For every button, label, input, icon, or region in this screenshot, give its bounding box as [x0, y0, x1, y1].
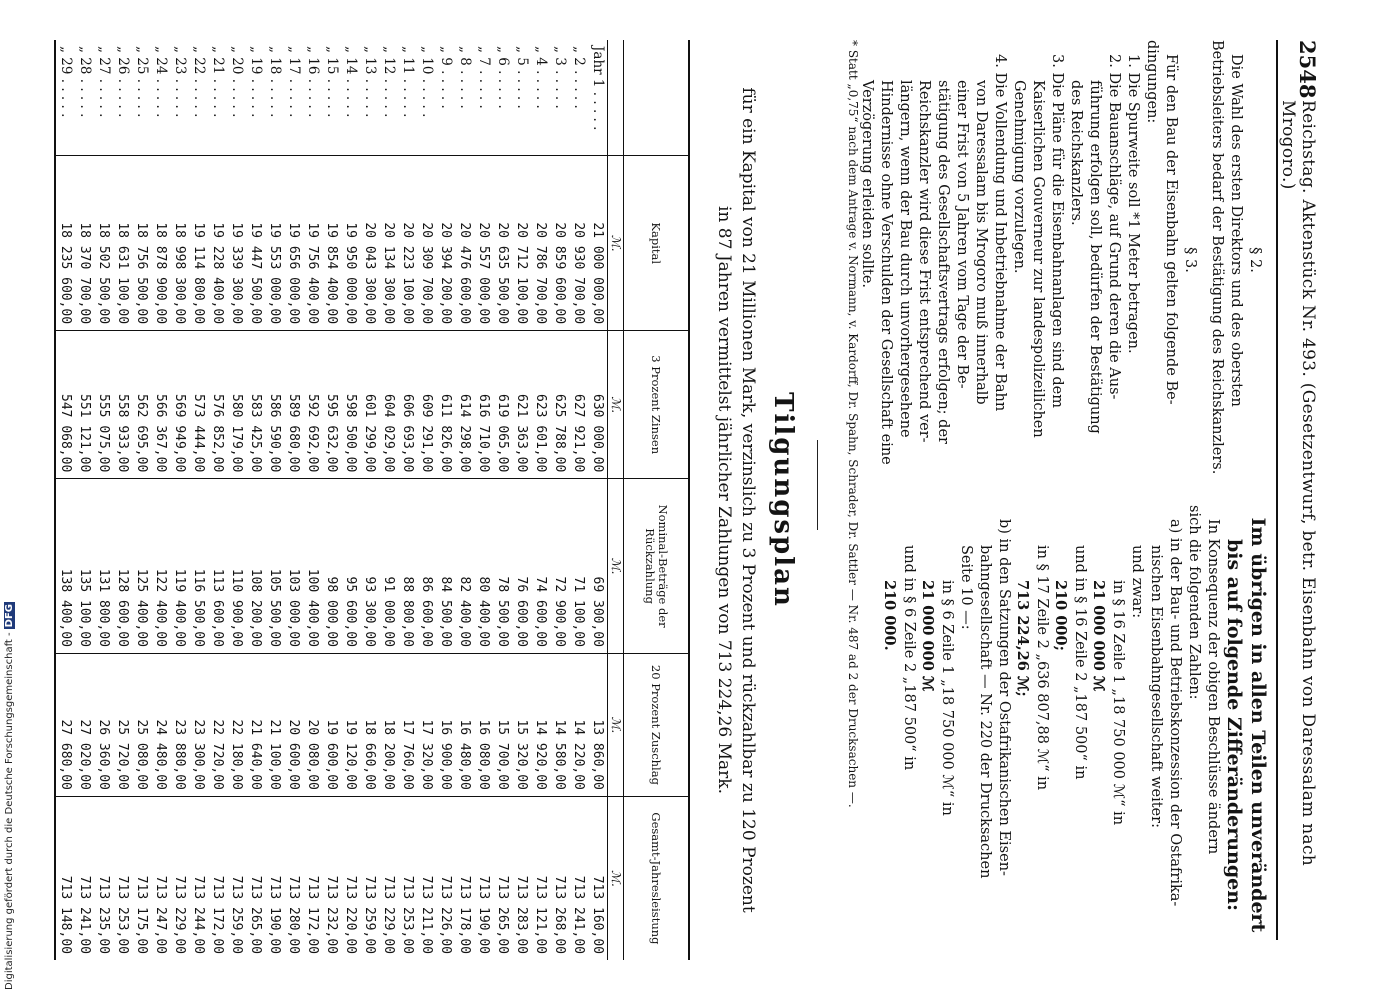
- kapital-cell: 18 631 100,00: [113, 156, 132, 331]
- year-cell: „ 6 . . . . .: [495, 46, 511, 109]
- table-row: [246, 40, 265, 960]
- gesamt-cell: 713 229,00: [379, 796, 398, 960]
- amendment-heading: bis auf folgende Zifferänderungen:: [1223, 538, 1245, 912]
- kapital-cell: 21 000 000,00: [588, 156, 608, 331]
- zuschlag-cell: 15 320,00: [512, 653, 531, 796]
- kapital-cell: 18 756 500,00: [132, 156, 151, 331]
- zinsen-cell: 630 000,00: [588, 331, 608, 479]
- year-cell: „ 19 . . . . .: [248, 46, 264, 118]
- gesamt-cell: 713 259,00: [227, 796, 246, 960]
- table-row: [493, 40, 512, 960]
- section-3-intro: dingungen:: [1144, 40, 1160, 124]
- table-row: [455, 40, 474, 960]
- funding-note: Digitalisierung gefördert durch die Deutsche Forschungsgemeinschaft -DFG: [4, 604, 15, 990]
- column-header-zinsen: 3 Prozent Zinsen: [624, 331, 690, 479]
- rueckzahlung-cell: 69 300,00: [588, 479, 608, 654]
- year-cell: „ 7 . . . . .: [476, 46, 492, 109]
- section-3-intro: Für den Bau der Eisenbahn gelten folgende Be-: [1163, 54, 1179, 405]
- condition-3: Kaiserlichen Gouverneur zur landespolizeilichen: [1030, 80, 1046, 438]
- gesamt-cell: 713 175,00: [132, 796, 151, 960]
- amendment-a: und in § 16 Zeile 2 „187 500“ in: [1072, 545, 1088, 780]
- table-unit-row: [608, 40, 624, 960]
- amendment-a: und zwar:: [1129, 545, 1145, 619]
- kapital-cell: 19 756 400,00: [303, 156, 322, 331]
- kapital-cell: 20 712 100,00: [512, 156, 531, 331]
- amendment-a: in § 17 Zeile 2 „636 807,88 ℳ“ in: [1034, 545, 1050, 791]
- table-row: [588, 40, 608, 960]
- rueckzahlung-cell: 128 600,00: [113, 479, 132, 654]
- rueckzahlung-cell: 91 000,00: [379, 479, 398, 654]
- rueckzahlung-cell: 98 000,00: [322, 479, 341, 654]
- zinsen-cell: 619 065,00: [493, 331, 512, 479]
- amendment-a-value: 713 224,26 ℳ;: [1014, 580, 1031, 697]
- year-cell: „ 21 . . . . .: [210, 46, 226, 118]
- zinsen-cell: 569 949,00: [170, 331, 189, 479]
- gesamt-cell: 713 232,00: [322, 796, 341, 960]
- zinsen-cell: 555 075,00: [94, 331, 113, 479]
- zinsen-cell: 604 029,00: [379, 331, 398, 479]
- rueckzahlung-cell: 110 900,00: [227, 479, 246, 654]
- condition-4: von Daressalam bis Mrogoro muß innerhalb: [973, 80, 989, 405]
- amendment-heading: Im übrigen in allen Teilen unverändert: [1247, 517, 1269, 933]
- zuschlag-cell: 27 020,00: [75, 653, 94, 796]
- condition-1: 1. Die Spurweite soll *1 Meter betragen.: [1125, 54, 1141, 354]
- kapital-cell: 19 447 500,00: [246, 156, 265, 331]
- condition-3: 3. Die Pläne für die Eisenbahnanlagen sind dem: [1049, 54, 1065, 409]
- gesamt-cell: 713 241,00: [75, 796, 94, 960]
- gesamt-cell: 713 226,00: [436, 796, 455, 960]
- page-number: 2548: [1295, 40, 1320, 99]
- kapital-cell: 20 476 600,00: [455, 156, 474, 331]
- rueckzahlung-cell: 72 900,00: [550, 479, 569, 654]
- year-cell: „ 5 . . . . .: [514, 46, 530, 109]
- kapital-cell: 19 656 000,00: [284, 156, 303, 331]
- zinsen-cell: 589 680,00: [284, 331, 303, 479]
- rueckzahlung-cell: 105 500,00: [265, 479, 284, 654]
- subtitle-line: für ein Kapital von 21 Millionen Mark, verzinslich zu 3 Prozent und rückzahlbar zu 120 Prozent: [738, 87, 758, 913]
- condition-3: Genehmigung vorzulegen.: [1011, 80, 1027, 274]
- table-row: [550, 40, 569, 960]
- zuschlag-cell: 19 120,00: [341, 653, 360, 796]
- kapital-cell: 18 235 600,00: [55, 156, 75, 331]
- year-cell: „ 3 . . . . .: [552, 46, 568, 109]
- gesamt-cell: 713 280,00: [284, 796, 303, 960]
- right-column: [880, 505, 1270, 945]
- kapital-cell: 19 553 000,00: [265, 156, 284, 331]
- year-cell: „ 24 . . . . .: [153, 46, 169, 118]
- column-header-year: [624, 40, 690, 156]
- gesamt-cell: 713 241,00: [569, 796, 588, 960]
- rueckzahlung-cell: 93 300,00: [360, 479, 379, 654]
- zinsen-cell: 576 852,00: [208, 331, 227, 479]
- gesamt-cell: 713 229,00: [170, 796, 189, 960]
- divider: [817, 440, 818, 530]
- table-row: [75, 40, 94, 960]
- rueckzahlung-cell: 131 800,00: [94, 479, 113, 654]
- condition-4: längern, wenn der Bau durch unvorhergesehene: [897, 80, 913, 438]
- kapital-cell: 18 370 700,00: [75, 156, 94, 331]
- gesamt-cell: 713 253,00: [398, 796, 417, 960]
- zuschlag-cell: 26 360,00: [94, 653, 113, 796]
- zuschlag-cell: 16 900,00: [436, 653, 455, 796]
- zuschlag-cell: 19 600,00: [322, 653, 341, 796]
- column-header-zuschlag: 20 Prozent Zuschlag: [624, 653, 690, 796]
- zuschlag-cell: 14 920,00: [531, 653, 550, 796]
- kapital-cell: 20 557 000,00: [474, 156, 493, 331]
- section-2-text: Betriebsleiters bedarf der Bestätigung des Reichskanzlers.: [1209, 40, 1225, 475]
- rueckzahlung-cell: 125 400,00: [132, 479, 151, 654]
- gesamt-cell: 713 253,00: [113, 796, 132, 960]
- kapital-cell: 20 786 700,00: [531, 156, 550, 331]
- tilgungsplan-subtitle: [712, 50, 760, 950]
- zuschlag-cell: 25 720,00: [113, 653, 132, 796]
- zuschlag-cell: 21 100,00: [265, 653, 284, 796]
- rueckzahlung-cell: 76 600,00: [512, 479, 531, 654]
- table-row: [132, 40, 151, 960]
- zuschlag-cell: 14 220,00: [569, 653, 588, 796]
- gesamt-cell: 713 178,00: [455, 796, 474, 960]
- gesamt-cell: 713 190,00: [474, 796, 493, 960]
- footnote: * Statt „0,75“ nach dem Antrage v. Normann, v. Kardorff, Dr. Spahn, Schrader, Dr. Sattler — Nr. 487 ad 2 der Drucksachen —.: [846, 40, 860, 808]
- unit-label: ℳ.: [608, 653, 624, 796]
- subtitle-line: in 87 Jahren vermittelst jährlicher Zahlungen von 713 224,26 Mark.: [714, 206, 734, 794]
- kapital-cell: 20 394 200,00: [436, 156, 455, 331]
- zinsen-cell: 625 788,00: [550, 331, 569, 479]
- gesamt-cell: 713 268,00: [550, 796, 569, 960]
- kapital-cell: 18 502 500,00: [94, 156, 113, 331]
- condition-4: stätigung des Gesellschaftsvertrags erfolgen; der: [935, 80, 951, 444]
- year-cell: „ 20 . . . . .: [229, 46, 245, 118]
- year-cell: „ 12 . . . . .: [381, 46, 397, 118]
- table-body: [55, 40, 608, 960]
- dfg-logo: DFG: [4, 604, 15, 628]
- zinsen-cell: 551 121,00: [75, 331, 94, 479]
- rueckzahlung-cell: 108 200,00: [246, 479, 265, 654]
- kapital-cell: 19 114 800,00: [189, 156, 208, 331]
- zinsen-cell: 606 693,00: [398, 331, 417, 479]
- rueckzahlung-cell: 82 400,00: [455, 479, 474, 654]
- condition-2: des Reichskanzlers.: [1068, 80, 1084, 226]
- table-row: [569, 40, 588, 960]
- section-3-heading: § 3.: [1182, 247, 1198, 273]
- rueckzahlung-cell: 103 000,00: [284, 479, 303, 654]
- page-title: Reichstag. Aktenstück Nr. 493. (Gesetzentwurf, betr. Eisenbahn von Daressalam nach Mrogoro.): [1278, 100, 1318, 867]
- rueckzahlung-cell: 113 600,00: [208, 479, 227, 654]
- year-cell: „ 16 . . . . .: [305, 46, 321, 118]
- table-row: [322, 40, 341, 960]
- amendment-a: nischen Eisenbahngesellschaft weiter:: [1148, 545, 1164, 828]
- gesamt-cell: 713 172,00: [208, 796, 227, 960]
- amendment-b-value: 210 000.: [881, 580, 898, 651]
- tilgungsplan-title: Tilgungsplan: [768, 392, 798, 608]
- gesamt-cell: 713 265,00: [493, 796, 512, 960]
- gesamt-cell: 713 244,00: [189, 796, 208, 960]
- zuschlag-cell: 23 300,00: [189, 653, 208, 796]
- zinsen-cell: 580 179,00: [227, 331, 246, 479]
- kapital-cell: 18 998 300,00: [170, 156, 189, 331]
- table-row: [512, 40, 531, 960]
- condition-4: einer Frist von 5 Jahren vom Tage der Be-: [954, 80, 970, 389]
- kapital-cell: 18 878 900,00: [151, 156, 170, 331]
- page-header: [1276, 40, 1330, 940]
- year-cell: „ 10 . . . . .: [419, 46, 435, 118]
- gesamt-cell: 713 160,00: [588, 796, 608, 960]
- table-header-row: [624, 40, 690, 960]
- section-2-text: Die Wahl des ersten Direktors und des obersten: [1228, 54, 1244, 407]
- rueckzahlung-cell: 100 400,00: [303, 479, 322, 654]
- zuschlag-cell: 20 080,00: [303, 653, 322, 796]
- table-row: [284, 40, 303, 960]
- rueckzahlung-cell: 80 400,00: [474, 479, 493, 654]
- zinsen-cell: 611 826,00: [436, 331, 455, 479]
- condition-4: 4. Die Vollendung und Inbetriebnahme der Bahn: [992, 54, 1008, 412]
- zuschlag-cell: 16 080,00: [474, 653, 493, 796]
- unit-label: ℳ.: [608, 796, 624, 960]
- kapital-cell: 20 309 700,00: [417, 156, 436, 331]
- kapital-cell: 20 930 700,00: [569, 156, 588, 331]
- table-row: [360, 40, 379, 960]
- rueckzahlung-cell: 86 600,00: [417, 479, 436, 654]
- kapital-cell: 19 228 400,00: [208, 156, 227, 331]
- amendment-b: Seite 10 —:: [958, 545, 974, 630]
- year-cell: „ 8 . . . . .: [457, 46, 473, 109]
- year-cell: „ 22 . . . . .: [191, 46, 207, 118]
- zuschlag-cell: 22 180,00: [227, 653, 246, 796]
- kapital-cell: 20 043 300,00: [360, 156, 379, 331]
- rueckzahlung-cell: 135 100,00: [75, 479, 94, 654]
- rueckzahlung-cell: 78 500,00: [493, 479, 512, 654]
- year-cell: „ 4 . . . . .: [533, 46, 549, 109]
- zinsen-cell: 583 425,00: [246, 331, 265, 479]
- amendment-b: bahngesellschaft — Nr. 220 der Drucksachen: [977, 545, 993, 879]
- amendment-b-value: 21 000 000 ℳ: [919, 580, 936, 692]
- amendment-b: und in § 6 Zeile 2 „187 500“ in: [901, 545, 917, 771]
- zinsen-cell: 621 363,00: [512, 331, 531, 479]
- table-row: [55, 40, 75, 960]
- zinsen-cell: 586 590,00: [265, 331, 284, 479]
- year-cell: „ 2 . . . . .: [571, 46, 587, 109]
- unit-label: ℳ.: [608, 331, 624, 479]
- amendment-a: in § 16 Zeile 1 „18 750 000 ℳ“ in: [1110, 580, 1126, 826]
- rueckzahlung-cell: 122 400,00: [151, 479, 170, 654]
- rueckzahlung-cell: 74 600,00: [531, 479, 550, 654]
- zuschlag-cell: 17 320,00: [417, 653, 436, 796]
- table-row: [474, 40, 493, 960]
- table-row: [341, 40, 360, 960]
- table-row: [531, 40, 550, 960]
- kapital-cell: 20 134 300,00: [379, 156, 398, 331]
- unit-label: ℳ.: [608, 156, 624, 331]
- year-cell: „ 23 . . . . .: [172, 46, 188, 118]
- table-row: [398, 40, 417, 960]
- zinsen-cell: 614 298,00: [455, 331, 474, 479]
- gesamt-cell: 713 190,00: [265, 796, 284, 960]
- zinsen-cell: 616 710,00: [474, 331, 493, 479]
- amendment-a: a) in der Bau- und Betriebskonzession der Ostafrika-: [1167, 519, 1183, 907]
- zuschlag-cell: 21 640,00: [246, 653, 265, 796]
- zuschlag-cell: 18 200,00: [379, 653, 398, 796]
- rueckzahlung-cell: 88 800,00: [398, 479, 417, 654]
- zinsen-cell: 562 695,00: [132, 331, 151, 479]
- zinsen-cell: 627 921,00: [569, 331, 588, 479]
- kapital-cell: 20 223 100,00: [398, 156, 417, 331]
- section-2-heading: § 2.: [1247, 247, 1263, 273]
- gesamt-cell: 713 211,00: [417, 796, 436, 960]
- zinsen-cell: 547 068,00: [55, 331, 75, 479]
- column-header-kapital: Kapital: [624, 156, 690, 331]
- kapital-cell: 19 950 000,00: [341, 156, 360, 331]
- column-header-rueckzahlung: Nominal-Beträge der Rückzahlung: [624, 479, 690, 654]
- year-cell: „ 9 . . . . .: [438, 46, 454, 109]
- zuschlag-cell: 13 860,00: [588, 653, 608, 796]
- zinsen-cell: 558 933,00: [113, 331, 132, 479]
- kapital-cell: 20 859 600,00: [550, 156, 569, 331]
- table-row: [417, 40, 436, 960]
- rueckzahlung-cell: 71 100,00: [569, 479, 588, 654]
- zuschlag-cell: 15 700,00: [493, 653, 512, 796]
- gesamt-cell: 713 265,00: [246, 796, 265, 960]
- zuschlag-cell: 20 600,00: [284, 653, 303, 796]
- table-row: [94, 40, 113, 960]
- year-cell: „ 17 . . . . .: [286, 46, 302, 118]
- rueckzahlung-cell: 84 500,00: [436, 479, 455, 654]
- condition-4: Verzögerung erleiden sollte.: [859, 80, 875, 289]
- gesamt-cell: 713 121,00: [531, 796, 550, 960]
- condition-2: 2. Die Bauanschläge, auf Grund deren die Aus-: [1106, 54, 1122, 400]
- year-cell: Jahr 1 . . . . .: [590, 46, 606, 131]
- year-cell: „ 14 . . . . .: [343, 46, 359, 118]
- year-cell: „ 15 . . . . .: [324, 46, 340, 118]
- zinsen-cell: 566 367,00: [151, 331, 170, 479]
- zuschlag-cell: 16 480,00: [455, 653, 474, 796]
- zuschlag-cell: 27 680,00: [55, 653, 75, 796]
- year-cell: „ 29 . . . . .: [55, 40, 75, 156]
- amendment-text: sich die folgenden Zahlen:: [1186, 505, 1202, 700]
- table-row: [113, 40, 132, 960]
- rueckzahlung-cell: 119 400,00: [170, 479, 189, 654]
- gesamt-cell: 713 148,00: [55, 796, 75, 960]
- amendment-a-value: 210 000;: [1052, 580, 1069, 651]
- rueckzahlung-cell: 138 400,00: [55, 479, 75, 654]
- zuschlag-cell: 25 080,00: [132, 653, 151, 796]
- year-cell: „ 13 . . . . .: [362, 46, 378, 118]
- table-row: [208, 40, 227, 960]
- gesamt-cell: 713 247,00: [151, 796, 170, 960]
- table-row: [189, 40, 208, 960]
- amendment-text: In Konsequenz der obigen Beschlüsse ändern: [1205, 519, 1221, 855]
- amendment-b: b) in den Satzungen der Ostafrikanischen Eisen-: [996, 519, 1012, 876]
- column-header-gesamt: Gesamt-Jahresleistung: [624, 796, 690, 960]
- kapital-cell: 19 339 300,00: [227, 156, 246, 331]
- table-row: [379, 40, 398, 960]
- table-row: [436, 40, 455, 960]
- zuschlag-cell: 23 880,00: [170, 653, 189, 796]
- gesamt-cell: 713 283,00: [512, 796, 531, 960]
- condition-2: führung erfolgen soll, bedürfen der Bestätigung: [1087, 80, 1103, 434]
- zuschlag-cell: 24 480,00: [151, 653, 170, 796]
- year-cell: „ 28 . . . . .: [77, 46, 93, 118]
- year-cell: „ 18 . . . . .: [267, 46, 283, 118]
- year-cell: „ 25 . . . . .: [134, 46, 150, 118]
- condition-4: Reichskanzler wird diese Frist entsprechend ver-: [916, 80, 932, 443]
- gesamt-cell: 713 259,00: [360, 796, 379, 960]
- table-row: [303, 40, 322, 960]
- left-column: [857, 40, 1264, 480]
- rueckzahlung-cell: 95 600,00: [341, 479, 360, 654]
- zinsen-cell: 595 632,00: [322, 331, 341, 479]
- unit-label: ℳ.: [608, 479, 624, 654]
- zinsen-cell: 592 692,00: [303, 331, 322, 479]
- year-cell: „ 26 . . . . .: [115, 46, 131, 118]
- zinsen-cell: 623 601,00: [531, 331, 550, 479]
- zinsen-cell: 598 500,00: [341, 331, 360, 479]
- zinsen-cell: 609 291,00: [417, 331, 436, 479]
- zuschlag-cell: 17 760,00: [398, 653, 417, 796]
- table-row: [151, 40, 170, 960]
- zuschlag-cell: 14 580,00: [550, 653, 569, 796]
- zuschlag-cell: 18 660,00: [360, 653, 379, 796]
- document-page: [10, 20, 1330, 980]
- table-row: [227, 40, 246, 960]
- gesamt-cell: 713 235,00: [94, 796, 113, 960]
- rueckzahlung-cell: 116 500,00: [189, 479, 208, 654]
- zinsen-cell: 573 444,00: [189, 331, 208, 479]
- kapital-cell: 20 635 500,00: [493, 156, 512, 331]
- condition-4: Hindernisse ohne Verschulden der Gesellschaft eine: [878, 80, 894, 465]
- amendment-b: in § 6 Zeile 1 „18 750 000 ℳ“ in: [939, 580, 955, 816]
- year-cell: „ 11 . . . . .: [400, 46, 416, 118]
- amendment-a-value: 21 000 000 ℳ: [1090, 580, 1107, 692]
- table-row: [265, 40, 284, 960]
- table-row: [170, 40, 189, 960]
- gesamt-cell: 713 172,00: [303, 796, 322, 960]
- tilgungsplan-table: [54, 40, 690, 960]
- zuschlag-cell: 22 720,00: [208, 653, 227, 796]
- year-cell: „ 27 . . . . .: [96, 46, 112, 118]
- zinsen-cell: 601 299,00: [360, 331, 379, 479]
- kapital-cell: 19 854 400,00: [322, 156, 341, 331]
- gesamt-cell: 713 220,00: [341, 796, 360, 960]
